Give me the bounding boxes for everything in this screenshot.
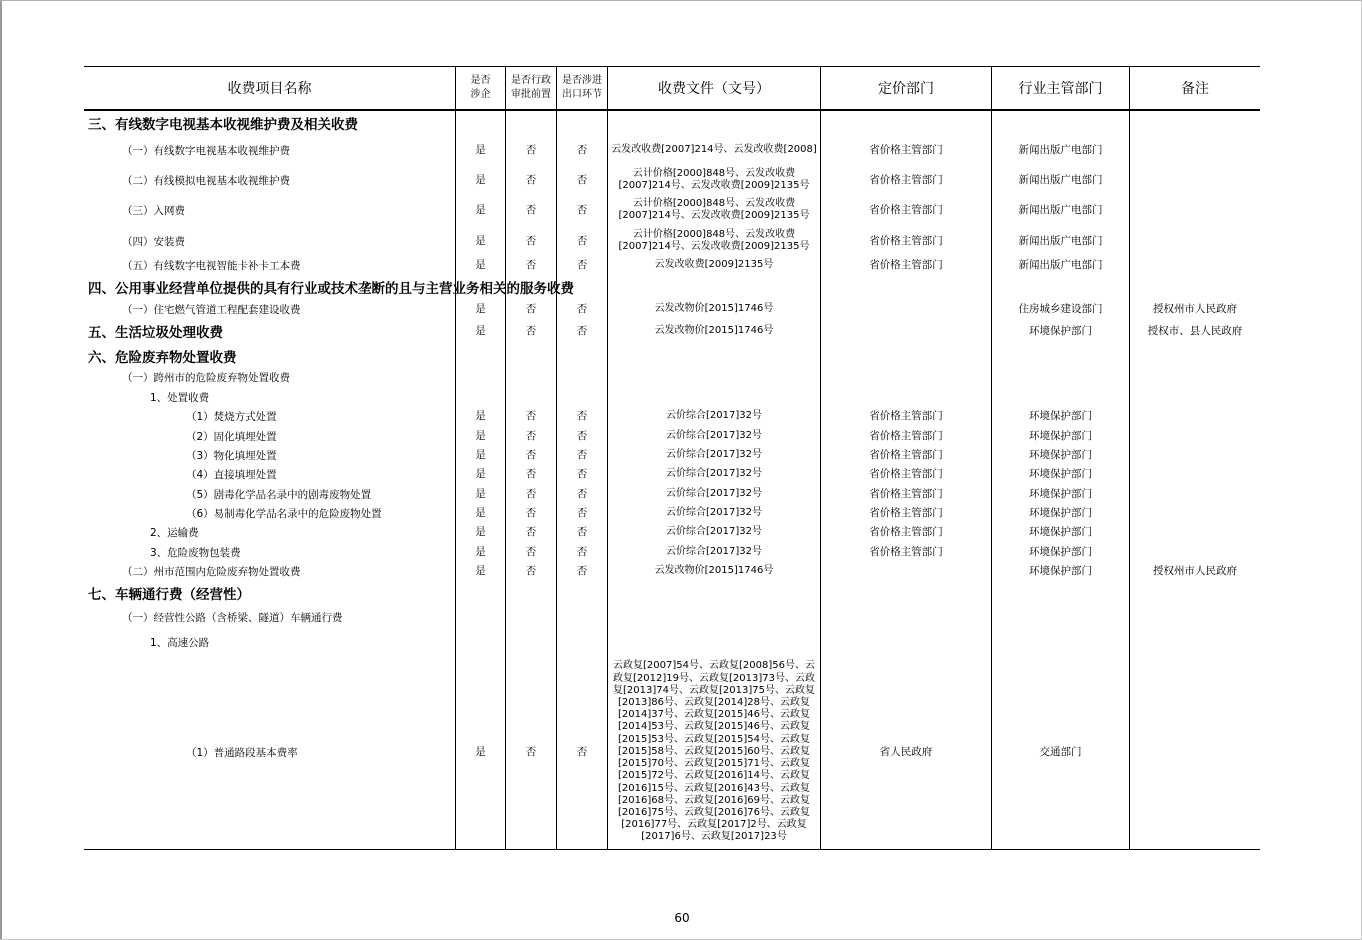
- table-row: [84, 195, 1260, 225]
- industry-dept-cell: 住房城乡建设部门: [1018, 303, 1103, 315]
- pricing-dept-cell: 省价格主管部门: [869, 468, 943, 480]
- import-export-cell: 否: [576, 303, 588, 315]
- table-row: [84, 367, 1260, 387]
- admin-approval-cell: 否: [525, 144, 537, 156]
- admin-approval-cell: 否: [525, 449, 537, 461]
- import-export-cell: 否: [576, 526, 588, 538]
- item-name: （一）经营性公路（含桥梁、隧道）车辆通行费: [122, 611, 343, 624]
- industry-dept-cell: 环境保护部门: [1029, 526, 1092, 538]
- involves-enterprise-cell: 是: [475, 746, 486, 758]
- pricing-dept-cell: 省价格主管部门: [869, 526, 943, 538]
- admin-approval-cell: 否: [525, 235, 537, 247]
- involves-enterprise-cell: 是: [475, 325, 486, 337]
- remark-cell: 授权市、县人民政府: [1147, 325, 1243, 337]
- remark-cell: [1130, 427, 1260, 446]
- industry-dept-cell: 环境保护部门: [1029, 325, 1092, 337]
- item-name: （4）直接填埋处置: [186, 468, 277, 481]
- section-title: 七、车辆通行费（经营性）: [88, 587, 250, 603]
- fee-table: [84, 66, 1260, 850]
- fee-document-cell: 云政复[2007]54号、云政复[2008]56号、云政复[2012]19号、云政复[2013]73号、云政复[2013]74号、云政复[2013]75号、云政复[2013]86号、云政复[2014]28号、云政复[2014]37号、云政复[2015]46号、云政复[2014]53号、云政复[2015]46号、云政复[2015]53号、云政复[2015]54号、云政复[2015]58号、云政复[2015]60号、云政复[2015]70号、云政复[2015]71号、云政复[2015]72号、云政复[2016]14号、云政复[2016]15号、云政复[2016]43号、云政复[2016]68号、云政复[2016]69号、云政复[2016]75号、云政复[2016]76号、云政复[2016]77号、云政复[2017]2号、云政复[2017]6号、云政复[2017]23号: [613, 660, 815, 843]
- remark-cell: 授权州市人民政府: [1153, 565, 1237, 577]
- fee-document-cell: 云计价格[2000]848号、云发改收费[2007]214号、云发改收费[2009]2135号: [618, 228, 810, 252]
- admin-approval-cell: 否: [525, 174, 537, 186]
- remark-cell: [1130, 485, 1260, 504]
- item-name: （二）有线模拟电视基本收视维护费: [122, 174, 290, 187]
- section-row: [84, 344, 1260, 368]
- item-name: （一）有线数字电视基本收视维护费: [122, 144, 290, 157]
- fee-document-cell: 云价综合[2017]32号: [666, 487, 762, 499]
- pricing-dept-cell: 省价格主管部门: [869, 507, 943, 519]
- remark-cell: [1130, 446, 1260, 465]
- pricing-dept-cell: 省价格主管部门: [869, 546, 943, 558]
- header-admin-approval-line2: 审批前置: [511, 89, 551, 100]
- remark-cell: [1130, 543, 1260, 562]
- item-name: 2、运输费: [150, 526, 199, 539]
- pricing-dept-cell: [821, 299, 991, 319]
- fee-document-cell: 云价综合[2017]32号: [666, 409, 762, 421]
- involves-enterprise-cell: 是: [475, 303, 486, 315]
- industry-dept-cell: 新闻出版广电部门: [1018, 259, 1103, 271]
- admin-approval-cell: 否: [525, 204, 537, 216]
- pricing-dept-cell: 省价格主管部门: [869, 449, 943, 461]
- fee-document-cell: 云价综合[2017]32号: [666, 429, 762, 441]
- pricing-dept-cell: [821, 562, 991, 581]
- involves-enterprise-cell: 是: [475, 526, 486, 538]
- pricing-dept-cell: 省价格主管部门: [869, 144, 943, 156]
- fee-document-cell: 云发改收费[2007]214号、云发改收费[2008]: [611, 143, 817, 155]
- item-name: （6）易制毒化学品名录中的危险废物处置: [186, 507, 382, 520]
- industry-dept-cell: 环境保护部门: [1029, 546, 1092, 558]
- pricing-dept-cell: 省价格主管部门: [869, 430, 943, 442]
- involves-enterprise-cell: 是: [475, 410, 486, 422]
- table-row: [84, 387, 1260, 407]
- header-involves-enterprise-line1: 是否: [470, 75, 491, 86]
- item-name: （二）州市范围内危险废弃物处置收费: [122, 565, 301, 578]
- table-row: [84, 407, 1260, 426]
- admin-approval-cell: 否: [525, 410, 537, 422]
- remark-cell: [1130, 523, 1260, 542]
- pricing-dept-cell: 省价格主管部门: [869, 410, 943, 422]
- item-name: 3、危险废物包装费: [150, 546, 241, 559]
- admin-approval-cell: 否: [525, 325, 537, 337]
- pricing-dept-cell: [821, 321, 991, 341]
- import-export-cell: 否: [576, 546, 588, 558]
- import-export-cell: 否: [576, 259, 588, 271]
- remark-cell: [1130, 654, 1260, 850]
- admin-approval-cell: 否: [525, 507, 537, 519]
- item-name: （1）普通路段基本费率: [186, 746, 298, 759]
- remark-cell: [1130, 407, 1260, 426]
- item-name: 1、处置收费: [150, 391, 210, 404]
- viewer-top-edge: [0, 0, 1362, 1]
- section-title: 四、公用事业经营单位提供的具有行业或技术垄断的且与主营业务相关的服务收费: [88, 281, 574, 297]
- table-row: [84, 226, 1260, 256]
- item-name: （一）跨州市的危险废弃物处置收费: [122, 371, 290, 384]
- fee-document-cell: 云发改物价[2015]1746号: [654, 324, 774, 336]
- industry-dept-cell: 环境保护部门: [1029, 410, 1092, 422]
- table-row: [84, 446, 1260, 465]
- admin-approval-cell: 否: [525, 303, 537, 315]
- import-export-cell: 否: [576, 325, 588, 337]
- industry-dept-cell: 环境保护部门: [1029, 449, 1092, 461]
- header-import-export-line2: 出口环节: [562, 89, 602, 100]
- industry-dept-cell: 新闻出版广电部门: [1018, 144, 1103, 156]
- import-export-cell: 否: [576, 746, 588, 758]
- table-row: [84, 165, 1260, 195]
- involves-enterprise-cell: 是: [475, 235, 486, 247]
- header-pricing-dept: 定价部门: [878, 81, 934, 97]
- admin-approval-cell: 否: [525, 259, 537, 271]
- fee-document-cell: 云计价格[2000]848号、云发改收费[2007]214号、云发改收费[2009]2135号: [618, 167, 810, 191]
- pricing-dept-cell: 省价格主管部门: [869, 204, 943, 216]
- item-name: （三）入网费: [122, 204, 185, 217]
- import-export-cell: 否: [576, 468, 588, 480]
- admin-approval-cell: 否: [525, 430, 537, 442]
- remark-cell: [1130, 135, 1260, 165]
- section-title: 五、生活垃圾处理收费: [88, 325, 223, 341]
- involves-enterprise-cell: 是: [475, 144, 486, 156]
- table-row: [84, 630, 1260, 654]
- section-row: [84, 113, 1260, 133]
- involves-enterprise-cell: 是: [475, 488, 486, 500]
- admin-approval-cell: 否: [525, 468, 537, 480]
- import-export-cell: 否: [576, 144, 588, 156]
- involves-enterprise-cell: 是: [475, 430, 486, 442]
- fee-document-cell: 云发改收费[2009]2135号: [654, 258, 774, 270]
- table-row: [84, 299, 1260, 319]
- item-name: （一）住宅燃气管道工程配套建设收费: [122, 303, 301, 316]
- involves-enterprise-cell: 是: [475, 507, 486, 519]
- industry-dept-cell: 环境保护部门: [1029, 565, 1092, 577]
- remark-cell: [1130, 465, 1260, 484]
- involves-enterprise-cell: 是: [475, 468, 486, 480]
- import-export-cell: 否: [576, 488, 588, 500]
- item-name: 1、高速公路: [150, 636, 210, 649]
- section-title: 六、危险废弃物处置收费: [88, 350, 237, 366]
- header-fee-document: 收费文件（文号）: [658, 81, 770, 97]
- fee-document-cell: 云价综合[2017]32号: [666, 506, 762, 518]
- item-name: （3）物化填埋处置: [186, 449, 277, 462]
- item-name: （5）剧毒化学品名录中的剧毒废物处置: [186, 488, 372, 501]
- industry-dept-cell: 环境保护部门: [1029, 430, 1092, 442]
- fee-document-cell: 云计价格[2000]848号、云发改收费[2007]214号、云发改收费[2009]2135号: [618, 197, 810, 221]
- remark-cell: [1130, 165, 1260, 195]
- industry-dept-cell: 新闻出版广电部门: [1018, 204, 1103, 216]
- involves-enterprise-cell: 是: [475, 449, 486, 461]
- involves-enterprise-cell: 是: [475, 174, 486, 186]
- admin-approval-cell: 否: [525, 746, 537, 758]
- involves-enterprise-cell: 是: [475, 204, 486, 216]
- fee-document-cell: 云价综合[2017]32号: [666, 448, 762, 460]
- import-export-cell: 否: [576, 565, 588, 577]
- remark-cell: 授权州市人民政府: [1153, 303, 1237, 315]
- table-row: [84, 523, 1260, 542]
- section-row: [84, 276, 1260, 298]
- pricing-dept-cell: 省价格主管部门: [869, 235, 943, 247]
- industry-dept-cell: 新闻出版广电部门: [1018, 174, 1103, 186]
- industry-dept-cell: 环境保护部门: [1029, 488, 1092, 500]
- involves-enterprise-cell: 是: [475, 259, 486, 271]
- table-row: [84, 427, 1260, 446]
- involves-enterprise-cell: 是: [475, 546, 486, 558]
- header-import-export: [557, 66, 607, 110]
- table-row: [84, 135, 1260, 165]
- industry-dept-cell: 交通部门: [1039, 746, 1082, 758]
- fee-document-cell: 云价综合[2017]32号: [666, 467, 762, 479]
- table-row: [84, 465, 1260, 484]
- fee-document-cell: 云价综合[2017]32号: [666, 545, 762, 557]
- header-item-name: 收费项目名称: [227, 81, 312, 97]
- industry-dept-cell: 环境保护部门: [1029, 507, 1092, 519]
- industry-dept-cell: 环境保护部门: [1029, 468, 1092, 480]
- pricing-dept-cell: 省价格主管部门: [869, 259, 943, 271]
- item-name: （四）安装费: [122, 235, 185, 248]
- import-export-cell: 否: [576, 174, 588, 186]
- pricing-dept-cell: 省价格主管部门: [869, 488, 943, 500]
- header-involves-enterprise-line2: 涉企: [470, 89, 491, 100]
- import-export-cell: 否: [576, 204, 588, 216]
- table-row: [84, 562, 1260, 581]
- pricing-dept-cell: 省人民政府: [879, 746, 933, 758]
- involves-enterprise-cell: 是: [475, 565, 486, 577]
- table-row: [84, 543, 1260, 562]
- viewer-left-edge: [0, 0, 2, 940]
- admin-approval-cell: 否: [525, 526, 537, 538]
- table-row: [84, 504, 1260, 523]
- table-row: [84, 256, 1260, 274]
- section-row: [84, 581, 1260, 605]
- section-title: 三、有线数字电视基本收视维护费及相关收费: [88, 117, 358, 133]
- header-import-export-line1: 是否涉进: [562, 75, 602, 86]
- fee-document-cell: 云发改物价[2015]1746号: [654, 564, 774, 576]
- table-row: [84, 654, 1260, 850]
- header-industry-dept: 行业主管部门: [1018, 81, 1103, 97]
- item-name: （五）有线数字电视智能卡补卡工本费: [122, 259, 301, 272]
- header-involves-enterprise: [456, 66, 505, 110]
- table-row: [84, 485, 1260, 504]
- admin-approval-cell: 否: [525, 546, 537, 558]
- page-number: 60: [674, 911, 690, 925]
- fee-document-cell: 云发改物价[2015]1746号: [654, 302, 774, 314]
- import-export-cell: 否: [576, 235, 588, 247]
- table-row: [84, 606, 1260, 628]
- header-admin-approval: [506, 66, 556, 110]
- remark-cell: [1130, 195, 1260, 225]
- admin-approval-cell: 否: [525, 565, 537, 577]
- import-export-cell: 否: [576, 507, 588, 519]
- header-remarks: 备注: [1181, 81, 1209, 97]
- remark-cell: [1130, 226, 1260, 256]
- header-admin-approval-line1: 是否行政: [511, 75, 551, 86]
- remark-cell: [1130, 256, 1260, 274]
- fee-document-cell: 云价综合[2017]32号: [666, 525, 762, 537]
- industry-dept-cell: 新闻出版广电部门: [1018, 235, 1103, 247]
- import-export-cell: 否: [576, 410, 588, 422]
- pricing-dept-cell: 省价格主管部门: [869, 174, 943, 186]
- remark-cell: [1130, 504, 1260, 523]
- admin-approval-cell: 否: [525, 488, 537, 500]
- import-export-cell: 否: [576, 430, 588, 442]
- import-export-cell: 否: [576, 449, 588, 461]
- item-name: （1）焚烧方式处置: [186, 410, 277, 423]
- table-row: [84, 321, 1260, 341]
- item-name: （2）固化填埋处置: [186, 430, 277, 443]
